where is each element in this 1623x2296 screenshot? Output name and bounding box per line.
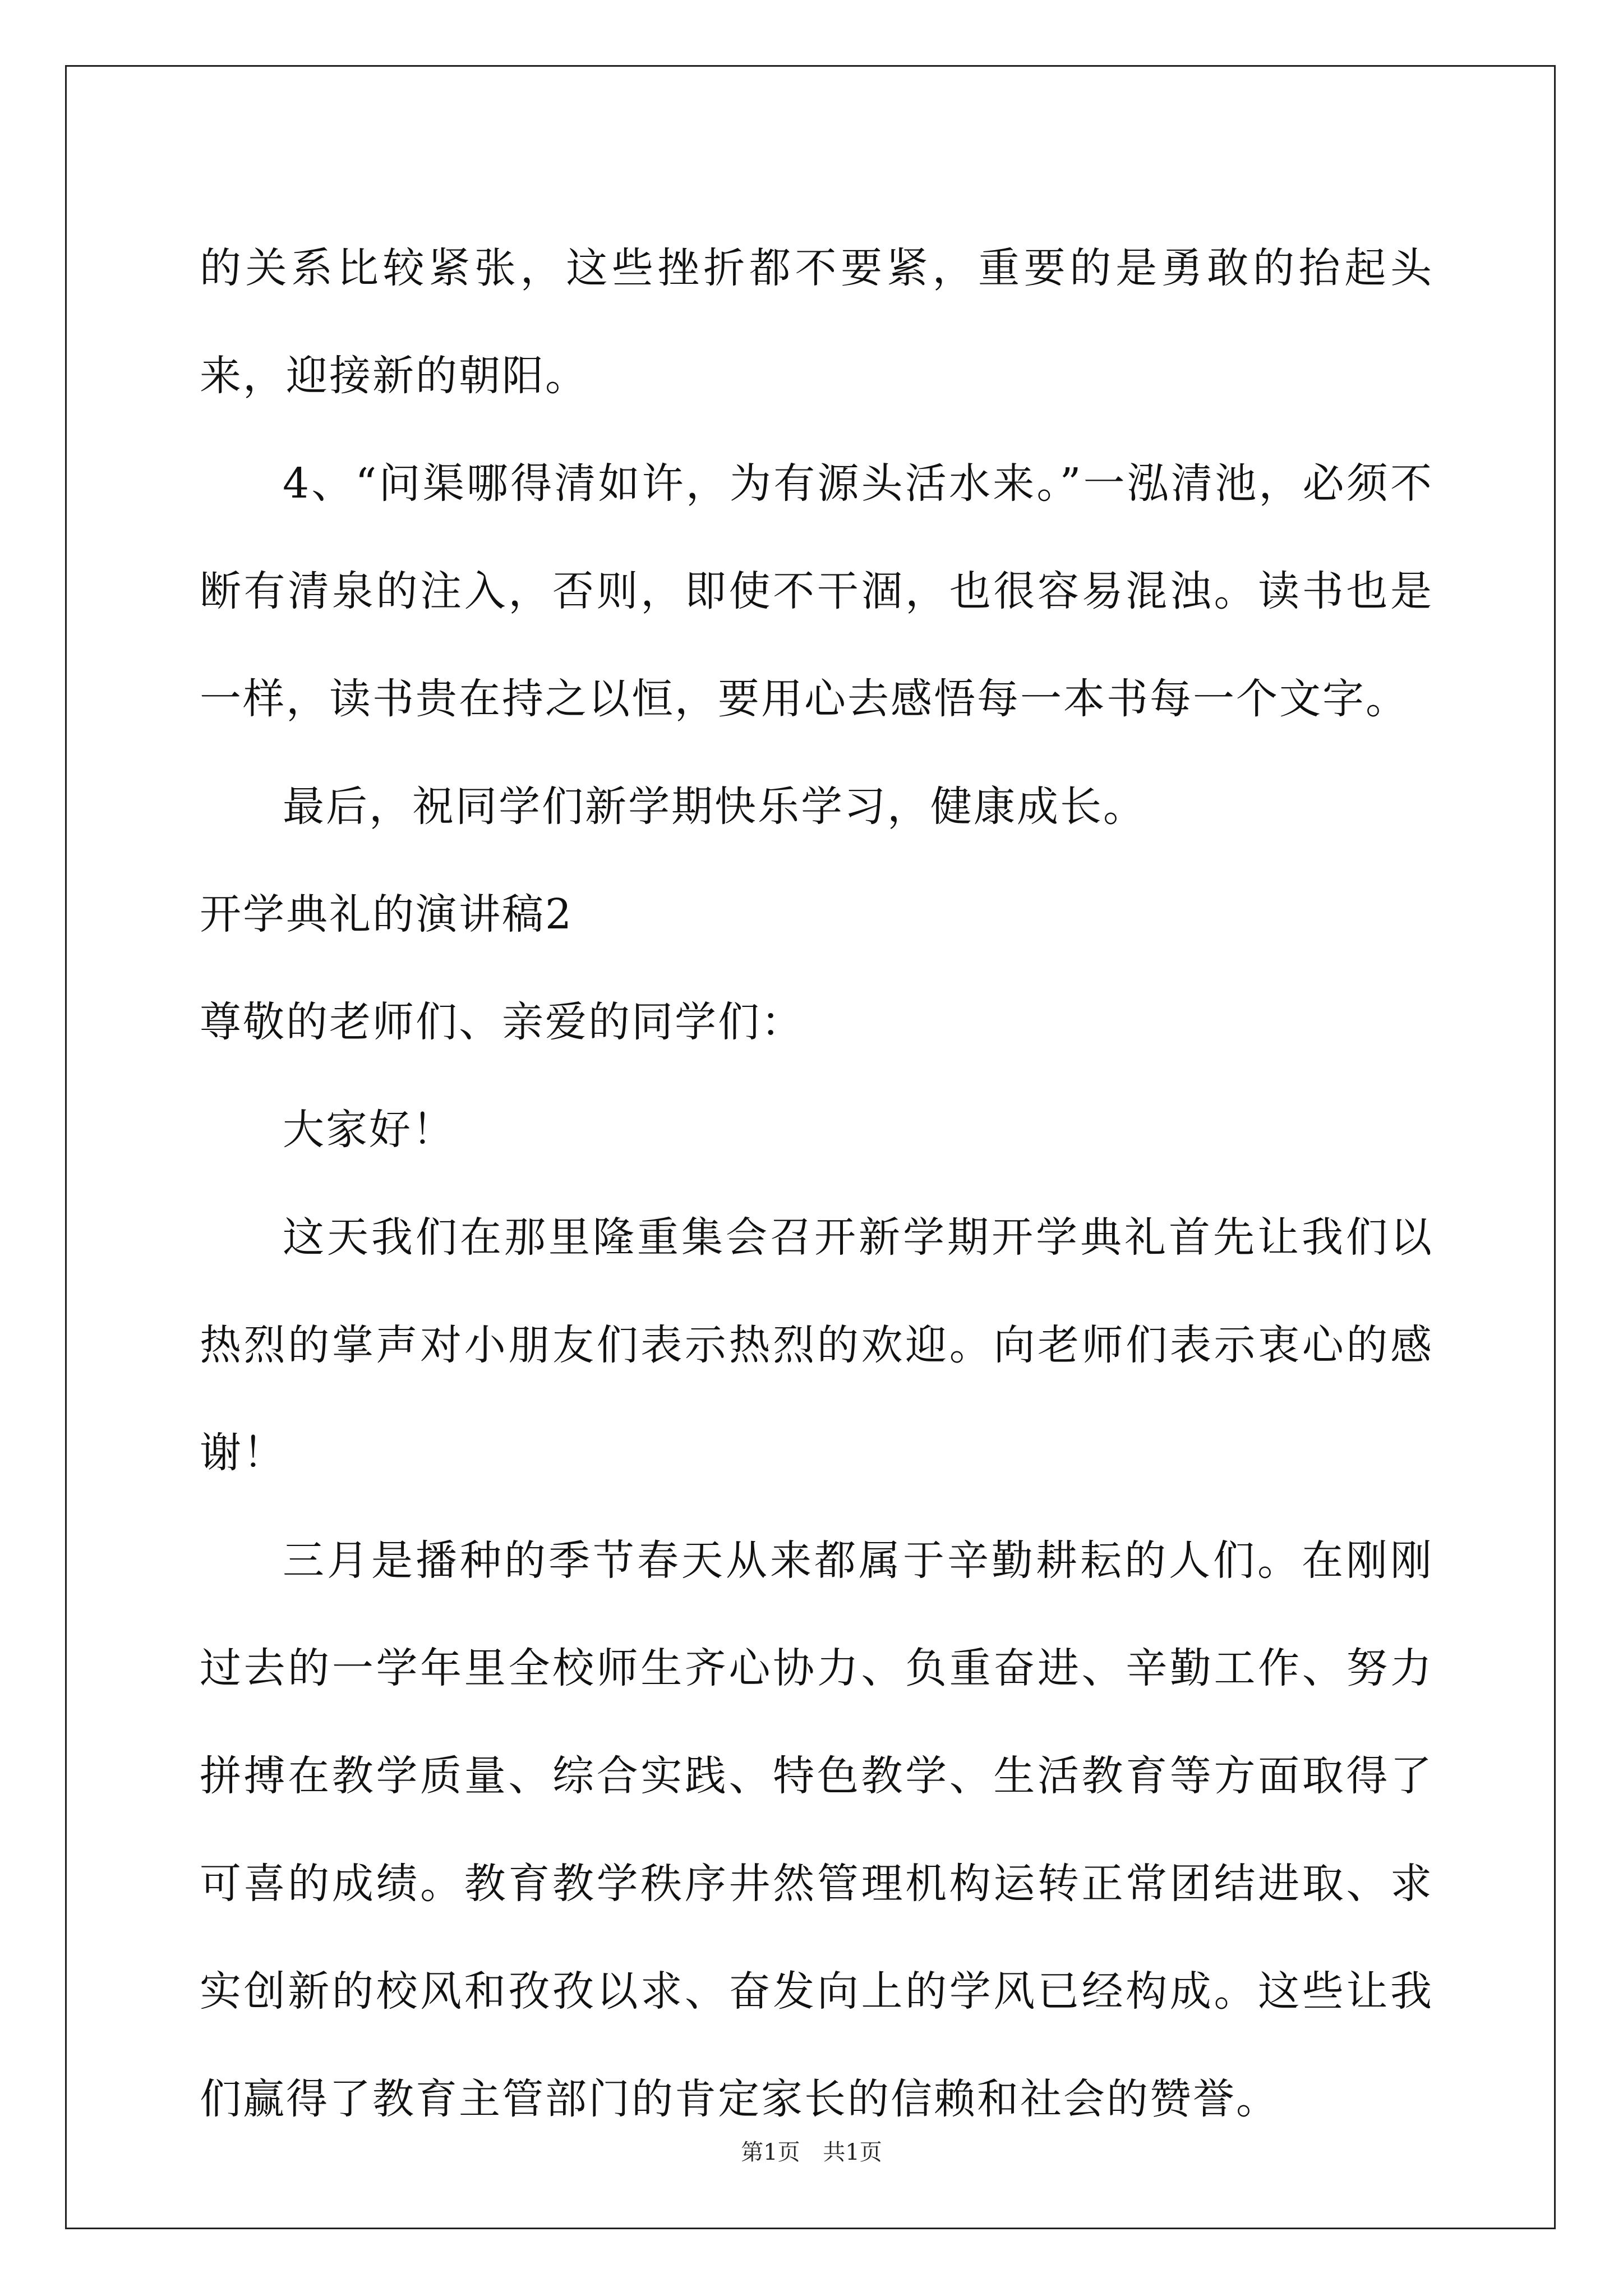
document-body [200,214,1433,2153]
paragraph-8: 三月是播种的季节春天从来都属于辛勤耕耘的人们。在刚刚过去的一学年里全校师生齐心协力、负重奋进、辛勤工作、努力拼搏在教学质量、综合实践、特色教学、生活教育等方面取得了可喜的成绩。教育教学秩序井然管理机构运转正常团结进取、求实创新的校风和孜孜以求、奋发向上的学风已经构成。这些让我们赢得了教育主管部门的肯定家长的信赖和社会的赞誉。 [200,1536,1433,2123]
page-footer [0,2134,1623,2166]
greeting: 大家好！ [283,1106,455,1154]
paragraph-2: 4、“问渠哪得清如许，为有源头活水来。”一泓清池，必须不断有清泉的注入，否则，即使不干涸，也很容易混浊。读书也是一样，读书贵在持之以恒，要用心去感悟每一本书每一个文字。 [200,459,1433,723]
page-total: 共1页 [823,2139,882,2165]
paragraph-1: 的关系比较紧张，这些挫折都不要紧，重要的是勇敢的抬起头来，迎接新的朝阳。 [200,244,1433,400]
section-title: 开学典礼的演讲稿2 [200,890,574,938]
salutation: 尊敬的老师们、亲爱的同学们： [200,998,804,1046]
paragraph-3: 最后，祝同学们新学期快乐学习，健康成长。 [283,783,1146,831]
paragraph-7: 这天我们在那里隆重集会召开新学期开学典礼首先让我们以热烈的掌声对小朋友们表示热烈的欢迎。向老师们表示衷心的感谢！ [200,1213,1433,1477]
page-number: 第1页 [741,2139,800,2165]
